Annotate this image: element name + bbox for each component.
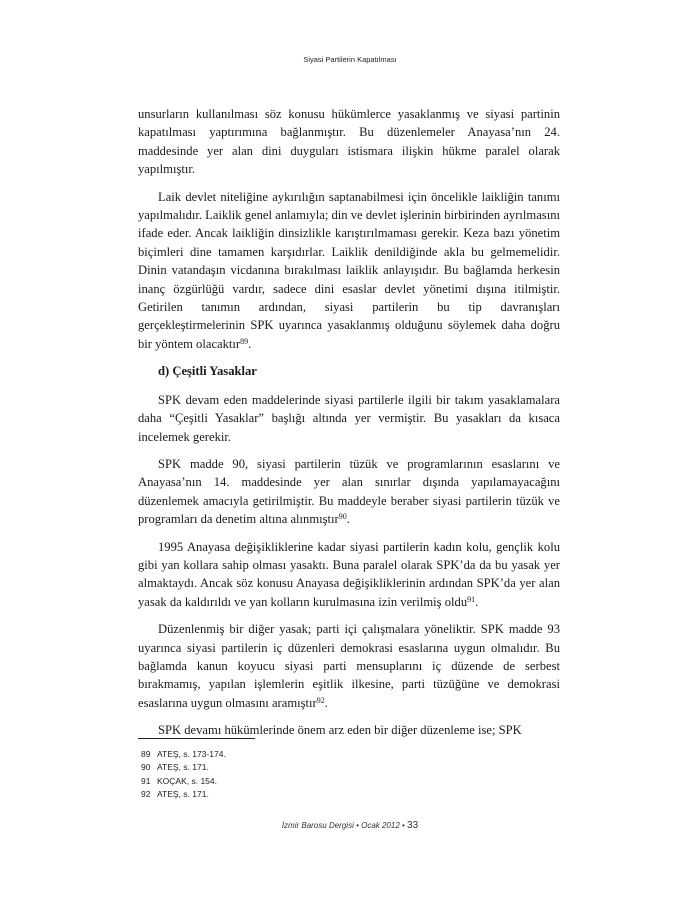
footnote-item [141, 761, 226, 774]
section-heading: d) Çeşitli Yasaklar [158, 364, 257, 379]
footnote-item [141, 775, 226, 788]
footnote-text: ATEŞ, s. 171. [157, 788, 209, 799]
main-text [138, 105, 560, 749]
paragraph-text: Laik devlet niteliğine aykırılığın saptanabilmesi için öncelikle laikliğin tanımı yapılmalıdır. Laiklik genel anlamıyla; din ve devlet işlerinin birbirinden ayrılmasını ifade eder. Ancak laikliğin dinsizlikle karıştırılmaması gerekir. Keza bazı yönetim biçimleri dine tamamen karşıdırlar. Laiklik denildiğinde akla bu gelmemelidir. Dinin vatandaşın vicdanına bırakılması laiklik anlayışıdır. Bu bağlamda herkesin inanç özgürlüğü vardır, sadece dini esaslar devlet yönetimi dışına itilmiştir. Getirilen tanımın ardından, siyasi partilerin bu tip davranışları gerçekleştirmelerinin SPK uyarınca yasaklanmış olduğunu söylemek daha doğru bir yöntem olacaktır [138, 189, 560, 351]
paragraph: Laik devlet niteliğine aykırılığın saptanabilmesi için öncelikle laikliğin tanımı yapılmalıdır. Laiklik genel anlamıyla; din ve devlet işlerinin birbirinden ayrılmasını ifade eder. Ancak laikliğin dinsizlikle karıştırılmaması gerekir. Keza bazı yönetim biçimleri dine tamamen karşıdırlar. Laiklik denildiğinde akla bu gelmemelidir. Dinin vatandaşın vicdanına bırakılması laiklik anlayışıdır. Bu bağlamda herkesin inanç özgürlüğü vardır, sadece dini esaslar devlet yönetimi dışına itilmiştir. Getirilen tanımın ardından, siyasi partilerin bu tip davranışları gerçekleştirmelerinin SPK uyarınca yasaklanmış olduğunu söylemek daha doğru bir yöntem olacaktır$^{89}$. [138, 189, 560, 351]
paragraph: SPK devamı hükümlerinde önem arz eden bir diğer düzenleme ise; SPK [158, 723, 522, 738]
footnote-divider [138, 738, 255, 739]
paragraph: Düzenlenmiş bir diğer yasak; parti içi çalışmalara yöneliktir. SPK madde 93 uyarınca siyasi partilerin iç düzenleri demokrasi esaslarına uygun olmalıdır. Bu bağlamda kanun koyucu siyasi parti mensuplarını iç düzende de serbest bırakmamış, yapılan işlemlerin eşitlik ilkesine, parti tüzüğüne ve demokrasi esaslarına uygun olmasını aramıştır$^{92}$. [138, 622, 560, 710]
running-head: Siyasi Partilerin Kapatılması [303, 55, 397, 64]
page-footer [0, 820, 700, 831]
footnote-text: ATEŞ, s. 173-174. [157, 749, 226, 759]
paragraph-text: SPK madde 90, siyasi partilerin tüzük ve programlarının esaslarını ve Anayasa’nın 14. maddesinde yer alan sınırlar dışında yapılamayacağını düzenlemek amacıyla getirilmiştir. Bu maddeyle beraber siyasi partilerin tüzük ve programları da denetim altına alınmıştır [138, 456, 560, 527]
footnote-ref[interactable]: 91 [467, 594, 476, 604]
footnote-number: 91 [141, 775, 151, 786]
footnote-text: ATEŞ, s. 171. [157, 762, 209, 773]
footnote-text: KOÇAK, s. 154. [157, 775, 217, 786]
footnote-ref[interactable]: 92 [316, 695, 325, 705]
paragraph: 1995 Anayasa değişikliklerine kadar siyasi partilerin kadın kolu, gençlik kolu gibi yan kollara sahip olması yasaktı. Buna paralel olarak SPK’da da bu yasak yer almaktaydı. Ancak söz konusu Anayasa değişikliklerinin ardından SPK’da yer alan yasak da kaldırıldı ve yan kolların kurulmasına izin verilmiş oldu$^{91}$. [138, 539, 560, 609]
footnote-item [141, 748, 226, 761]
footnote-number: 89 [141, 749, 151, 759]
footnote-number: 92 [141, 788, 151, 799]
footnote-ref[interactable]: 89 [240, 336, 249, 346]
paragraph: SPK devam eden maddelerinde siyasi partilerle ilgili bir takım yasaklamalara daha “Çeşitli Yasaklar” başlığı altında yer vermiştir. Bu yasakları da kısaca incelemek gerekir. [138, 392, 560, 444]
paragraph: SPK madde 90, siyasi partilerin tüzük ve programlarının esaslarını ve Anayasa’nın 14. maddesinde yer alan sınırlar dışında yapılamayacağını düzenlemek amacıyla getirilmiştir. Bu maddeyle beraber siyasi partilerin tüzük ve programları da denetim altına alınmıştır$^{90}$. [138, 456, 560, 527]
journal-name: İzmir Barosu Dergisi • Ocak 2012 • [281, 821, 405, 830]
page-number: 33 [407, 820, 419, 831]
footnote-number: 90 [141, 762, 151, 773]
footnote-item [141, 788, 226, 801]
paragraph-text: Düzenlenmiş bir diğer yasak; parti içi çalışmalara yöneliktir. SPK madde 93 uyarınca siyasi partilerin iç düzenleri demokrasi esaslarına uygun olmalıdır. Bu bağlamda kanun koyucu siyasi parti mensuplarını iç düzende de serbest bırakmamış, yapılan işlemlerin eşitlik ilkesine, parti tüzüğüne ve demokrasi esaslarına uygun olmasını aramıştır [138, 622, 560, 710]
paragraph: unsurların kullanılması söz konusu hükümlerce yasaklanmış ve siyasi partinin kapatılması yaptırımına bağlanmıştır. Bu düzenlemeler Anayasa’nın 24. maddesinde yer alan dini duyguları istismara ilişkin hükme paralel olarak yapılmıştır. [138, 107, 560, 177]
footnotes [141, 748, 226, 801]
footnote-ref[interactable]: 90 [338, 512, 347, 522]
paragraph-text: 1995 Anayasa değişikliklerine kadar siyasi partilerin kadın kolu, gençlik kolu gibi yan kollara sahip olması yasaktı. Buna paralel olarak SPK’da da bu yasak yer almaktaydı. Ancak söz konusu Anayasa değişikliklerinin ardından SPK’da yer alan yasak da kaldırıldı ve yan kolların kurulmasına izin verilmiş oldu [138, 539, 560, 609]
